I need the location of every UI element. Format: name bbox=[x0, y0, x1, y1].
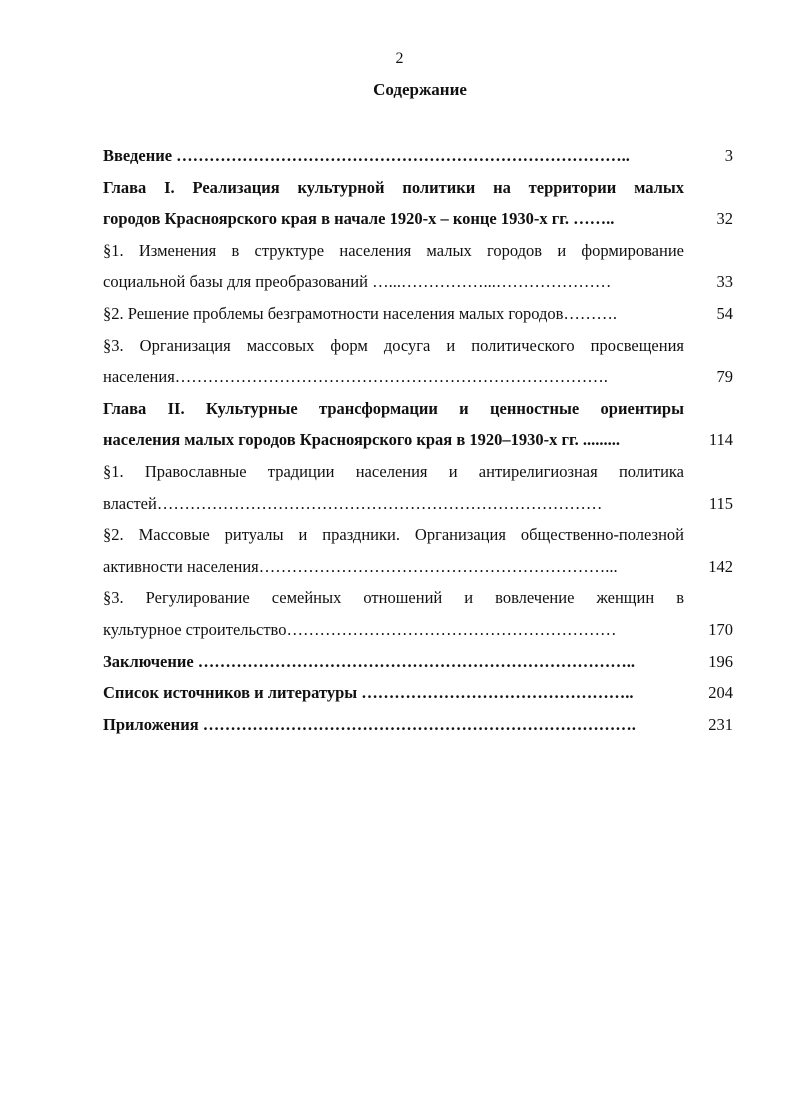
toc-entry-text: Заключение …………………………………………………………………….. bbox=[103, 651, 636, 671]
toc-entry-text: Глава II. Культурные трансформации и ценностные ориентиры bbox=[103, 398, 684, 418]
toc-entry-text: активности населения………………………………………………………... bbox=[103, 556, 618, 576]
toc-entry-text: Приложения ……………………………………………………………………. bbox=[103, 714, 636, 734]
toc-entry-text: §1. Изменения в структуре населения малых городов и формирование bbox=[103, 240, 684, 260]
toc-entry-1-2[interactable] bbox=[103, 298, 733, 330]
toc-entry-text: §1. Православные традиции населения и антирелигиозная политика bbox=[103, 461, 684, 481]
toc-entry-text: §3. Организация массовых форм досуга и политического просвещения bbox=[103, 335, 684, 355]
toc-entry-page: 79 bbox=[716, 367, 733, 387]
toc-entry-page: 54 bbox=[716, 303, 733, 323]
toc-entry-page: 33 bbox=[716, 272, 733, 292]
toc-entry-page: 204 bbox=[708, 683, 733, 703]
toc-entry-text: Введение ……………………………………………………………………….. bbox=[103, 146, 630, 165]
toc-entry-conclusion[interactable] bbox=[103, 646, 733, 678]
toc-entry-1-1-continued[interactable] bbox=[103, 266, 733, 298]
toc-entry-1-3-continued[interactable] bbox=[103, 361, 733, 393]
toc-entry-text: §2. Массовые ритуалы и праздники. Организация общественно-полезной bbox=[103, 525, 684, 545]
toc-entry-chapter-2-continued[interactable] bbox=[103, 424, 733, 456]
toc-entry-2-1-continued[interactable] bbox=[103, 488, 733, 520]
toc-entry-page: 142 bbox=[708, 556, 733, 576]
toc-entry-2-2[interactable] bbox=[103, 519, 733, 551]
toc-entry-text: §3. Регулирование семейных отношений и вовлечение женщин в bbox=[103, 588, 684, 608]
toc-entry-text: населения малых городов Красноярского края в 1920–1930-х гг. ......... bbox=[103, 430, 621, 450]
toc-entry-text: властей……………………………………………………………………… bbox=[103, 493, 603, 513]
toc-entry-text: культурное строительство…………………………………………………… bbox=[103, 619, 617, 639]
toc-entry-text: Список источников и литературы ………………………………………….. bbox=[103, 683, 634, 703]
toc-entry-page: 3 bbox=[724, 146, 733, 165]
table-of-contents bbox=[103, 140, 733, 740]
toc-entry-introduction[interactable] bbox=[103, 140, 733, 172]
toc-entry-appendices[interactable] bbox=[103, 709, 733, 741]
toc-entry-2-1[interactable] bbox=[103, 456, 733, 488]
toc-entry-page: 231 bbox=[708, 714, 733, 734]
toc-entry-page: 115 bbox=[708, 493, 733, 513]
toc-entry-text: Глава I. Реализация культурной политики на территории малых bbox=[103, 177, 684, 197]
page-number: 2 bbox=[395, 50, 404, 67]
toc-entry-page: 32 bbox=[716, 209, 733, 229]
toc-entry-1-3[interactable] bbox=[103, 330, 733, 362]
toc-entry-1-1[interactable] bbox=[103, 235, 733, 267]
toc-entry-page: 170 bbox=[708, 619, 733, 639]
toc-entry-2-3-continued[interactable] bbox=[103, 614, 733, 646]
toc-entry-2-3[interactable] bbox=[103, 582, 733, 614]
toc-entry-sources[interactable] bbox=[103, 677, 733, 709]
toc-entry-text: населения……………………………………………………………………. bbox=[103, 367, 608, 387]
toc-entry-text: городов Красноярского края в начале 1920-х – конце 1930-х гг. …….. bbox=[103, 209, 615, 229]
toc-entry-chapter-1[interactable] bbox=[103, 172, 733, 204]
toc-entry-page: 114 bbox=[708, 430, 733, 450]
toc-entry-page: 196 bbox=[708, 651, 733, 671]
toc-entry-chapter-1-continued[interactable] bbox=[103, 203, 733, 235]
toc-title: Содержание bbox=[373, 80, 467, 99]
toc-entry-text: социальной базы для преобразований …...……………...………………… bbox=[103, 272, 612, 292]
toc-entry-chapter-2[interactable] bbox=[103, 393, 733, 425]
toc-entry-2-2-continued[interactable] bbox=[103, 551, 733, 583]
toc-entry-text: §2. Решение проблемы безграмотности населения малых городов………. bbox=[103, 303, 618, 323]
